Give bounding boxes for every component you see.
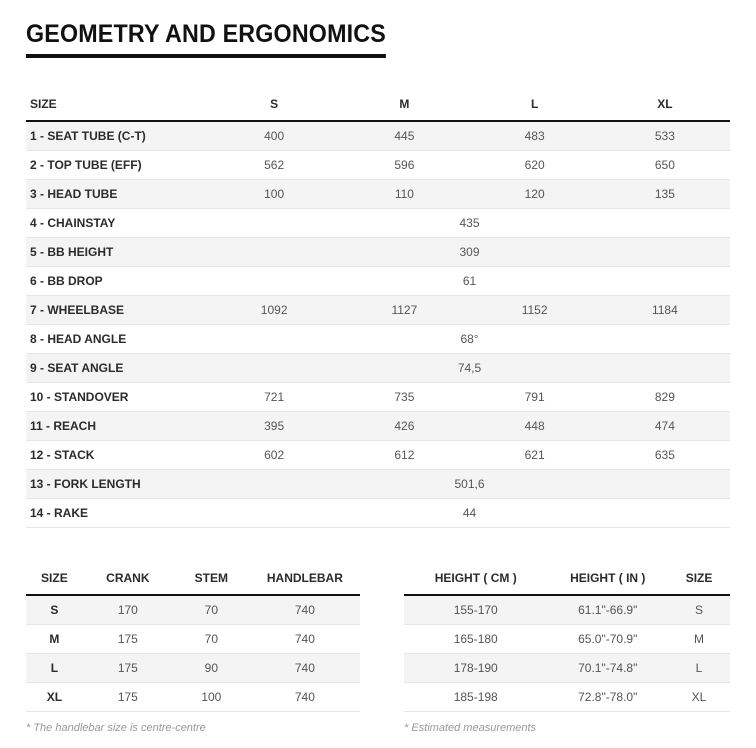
components-cell-value: M — [26, 625, 83, 654]
table-row — [26, 595, 360, 625]
cell-value: 612 — [339, 441, 469, 470]
table-row — [26, 383, 730, 412]
row-label: 10 - STANDOVER — [26, 383, 209, 412]
table-row — [404, 625, 730, 654]
table-row — [26, 238, 730, 267]
height-cell-value: L — [668, 654, 730, 683]
row-label: 5 - BB HEIGHT — [26, 238, 209, 267]
height-cell-value: 61.1"-66.9" — [547, 595, 668, 625]
components-table — [26, 562, 360, 712]
cell-value: 426 — [339, 412, 469, 441]
cell-value: 1152 — [470, 296, 600, 325]
components-section — [26, 562, 360, 734]
cell-value: 474 — [600, 412, 730, 441]
components-cell-value: 175 — [83, 683, 173, 712]
table-row — [404, 654, 730, 683]
row-label: 13 - FORK LENGTH — [26, 470, 209, 499]
components-header-handlebar: HANDLEBAR — [250, 562, 360, 595]
components-cell-value: 70 — [173, 595, 250, 625]
cell-value: 400 — [209, 121, 339, 151]
table-row — [26, 470, 730, 499]
height-footnote: * Estimated measurements — [404, 722, 537, 734]
table-row — [26, 180, 730, 209]
geometry-header-xl: XL — [600, 88, 730, 121]
cell-value: 435 — [209, 209, 730, 238]
cell-value: 602 — [209, 441, 339, 470]
cell-value: 110 — [339, 180, 469, 209]
height-cell-value: 185-198 — [404, 683, 547, 712]
height-table — [404, 562, 730, 712]
components-header-size: SIZE — [26, 562, 83, 595]
height-header-height-cm: HEIGHT ( CM ) — [404, 562, 547, 595]
cell-value: 621 — [470, 441, 600, 470]
height-table-header-row — [404, 562, 730, 595]
table-row — [26, 151, 730, 180]
components-cell-value: XL — [26, 683, 83, 712]
cell-value: 596 — [339, 151, 469, 180]
table-row — [26, 267, 730, 296]
cell-value: 1127 — [339, 296, 469, 325]
cell-value: 135 — [600, 180, 730, 209]
components-header-crank: CRANK — [83, 562, 173, 595]
row-label: 7 - WHEELBASE — [26, 296, 209, 325]
cell-value: 735 — [339, 383, 469, 412]
row-label: 3 - HEAD TUBE — [26, 180, 209, 209]
height-cell-value: 65.0"-70.9" — [547, 625, 668, 654]
cell-value: 650 — [600, 151, 730, 180]
table-row — [26, 209, 730, 238]
cell-value: 395 — [209, 412, 339, 441]
table-row — [26, 625, 360, 654]
row-label: 4 - CHAINSTAY — [26, 209, 209, 238]
row-label: 6 - BB DROP — [26, 267, 209, 296]
row-label: 9 - SEAT ANGLE — [26, 354, 209, 383]
components-cell-value: 175 — [83, 654, 173, 683]
cell-value: 100 — [209, 180, 339, 209]
height-cell-value: 165-180 — [404, 625, 547, 654]
cell-value: 1092 — [209, 296, 339, 325]
components-cell-value: 170 — [83, 595, 173, 625]
table-row — [26, 654, 360, 683]
cell-value: 44 — [209, 499, 730, 528]
components-table-header-row — [26, 562, 360, 595]
row-label: 14 - RAKE — [26, 499, 209, 528]
cell-value: 829 — [600, 383, 730, 412]
table-row — [26, 296, 730, 325]
cell-value: 1184 — [600, 296, 730, 325]
cell-value: 501,6 — [209, 470, 730, 499]
height-cell-value: M — [668, 625, 730, 654]
components-cell-value: L — [26, 654, 83, 683]
cell-value: 721 — [209, 383, 339, 412]
components-cell-value: 740 — [250, 625, 360, 654]
components-cell-value: 740 — [250, 595, 360, 625]
cell-value: 791 — [470, 383, 600, 412]
height-cell-value: 70.1"-74.8" — [547, 654, 668, 683]
cell-value: 620 — [470, 151, 600, 180]
cell-value: 533 — [600, 121, 730, 151]
cell-value: 562 — [209, 151, 339, 180]
geometry-header-l: L — [470, 88, 600, 121]
geometry-table-header-row — [26, 88, 730, 121]
components-cell-value: 70 — [173, 625, 250, 654]
geometry-header-s: S — [209, 88, 339, 121]
cell-value: 635 — [600, 441, 730, 470]
cell-value: 120 — [470, 180, 600, 209]
page-title: GEOMETRY AND ERGONOMICS — [26, 20, 386, 58]
table-row — [26, 325, 730, 354]
table-row — [26, 121, 730, 151]
components-header-stem: STEM — [173, 562, 250, 595]
components-cell-value: 100 — [173, 683, 250, 712]
table-row — [26, 412, 730, 441]
row-label: 12 - STACK — [26, 441, 209, 470]
height-header-size: SIZE — [668, 562, 730, 595]
table-row — [26, 441, 730, 470]
row-label: 11 - REACH — [26, 412, 209, 441]
row-label: 8 - HEAD ANGLE — [26, 325, 209, 354]
components-cell-value: 90 — [173, 654, 250, 683]
geometry-table — [26, 88, 730, 528]
bottom-tables — [26, 562, 730, 734]
geometry-table-body — [26, 121, 730, 528]
height-cell-value: 72.8"-78.0" — [547, 683, 668, 712]
handlebar-footnote: * The handlebar size is centre-centre — [26, 722, 206, 734]
table-row — [404, 595, 730, 625]
cell-value: 309 — [209, 238, 730, 267]
row-label: 1 - SEAT TUBE (C-T) — [26, 121, 209, 151]
components-cell-value: 740 — [250, 654, 360, 683]
height-cell-value: S — [668, 595, 730, 625]
height-cell-value: XL — [668, 683, 730, 712]
components-cell-value: 740 — [250, 683, 360, 712]
components-table-body — [26, 595, 360, 712]
height-cell-value: 178-190 — [404, 654, 547, 683]
geometry-header-m: M — [339, 88, 469, 121]
height-table-body — [404, 595, 730, 712]
table-row — [26, 499, 730, 528]
table-row — [404, 683, 730, 712]
height-header-height-in: HEIGHT ( IN ) — [547, 562, 668, 595]
cell-value: 448 — [470, 412, 600, 441]
cell-value: 68° — [209, 325, 730, 354]
cell-value: 445 — [339, 121, 469, 151]
components-cell-value: S — [26, 595, 83, 625]
cell-value: 483 — [470, 121, 600, 151]
cell-value: 61 — [209, 267, 730, 296]
row-label: 2 - TOP TUBE (EFF) — [26, 151, 209, 180]
components-cell-value: 175 — [83, 625, 173, 654]
height-cell-value: 155-170 — [404, 595, 547, 625]
height-section — [404, 562, 730, 734]
cell-value: 74,5 — [209, 354, 730, 383]
table-row — [26, 354, 730, 383]
table-row — [26, 683, 360, 712]
geometry-header-size: SIZE — [26, 88, 209, 121]
